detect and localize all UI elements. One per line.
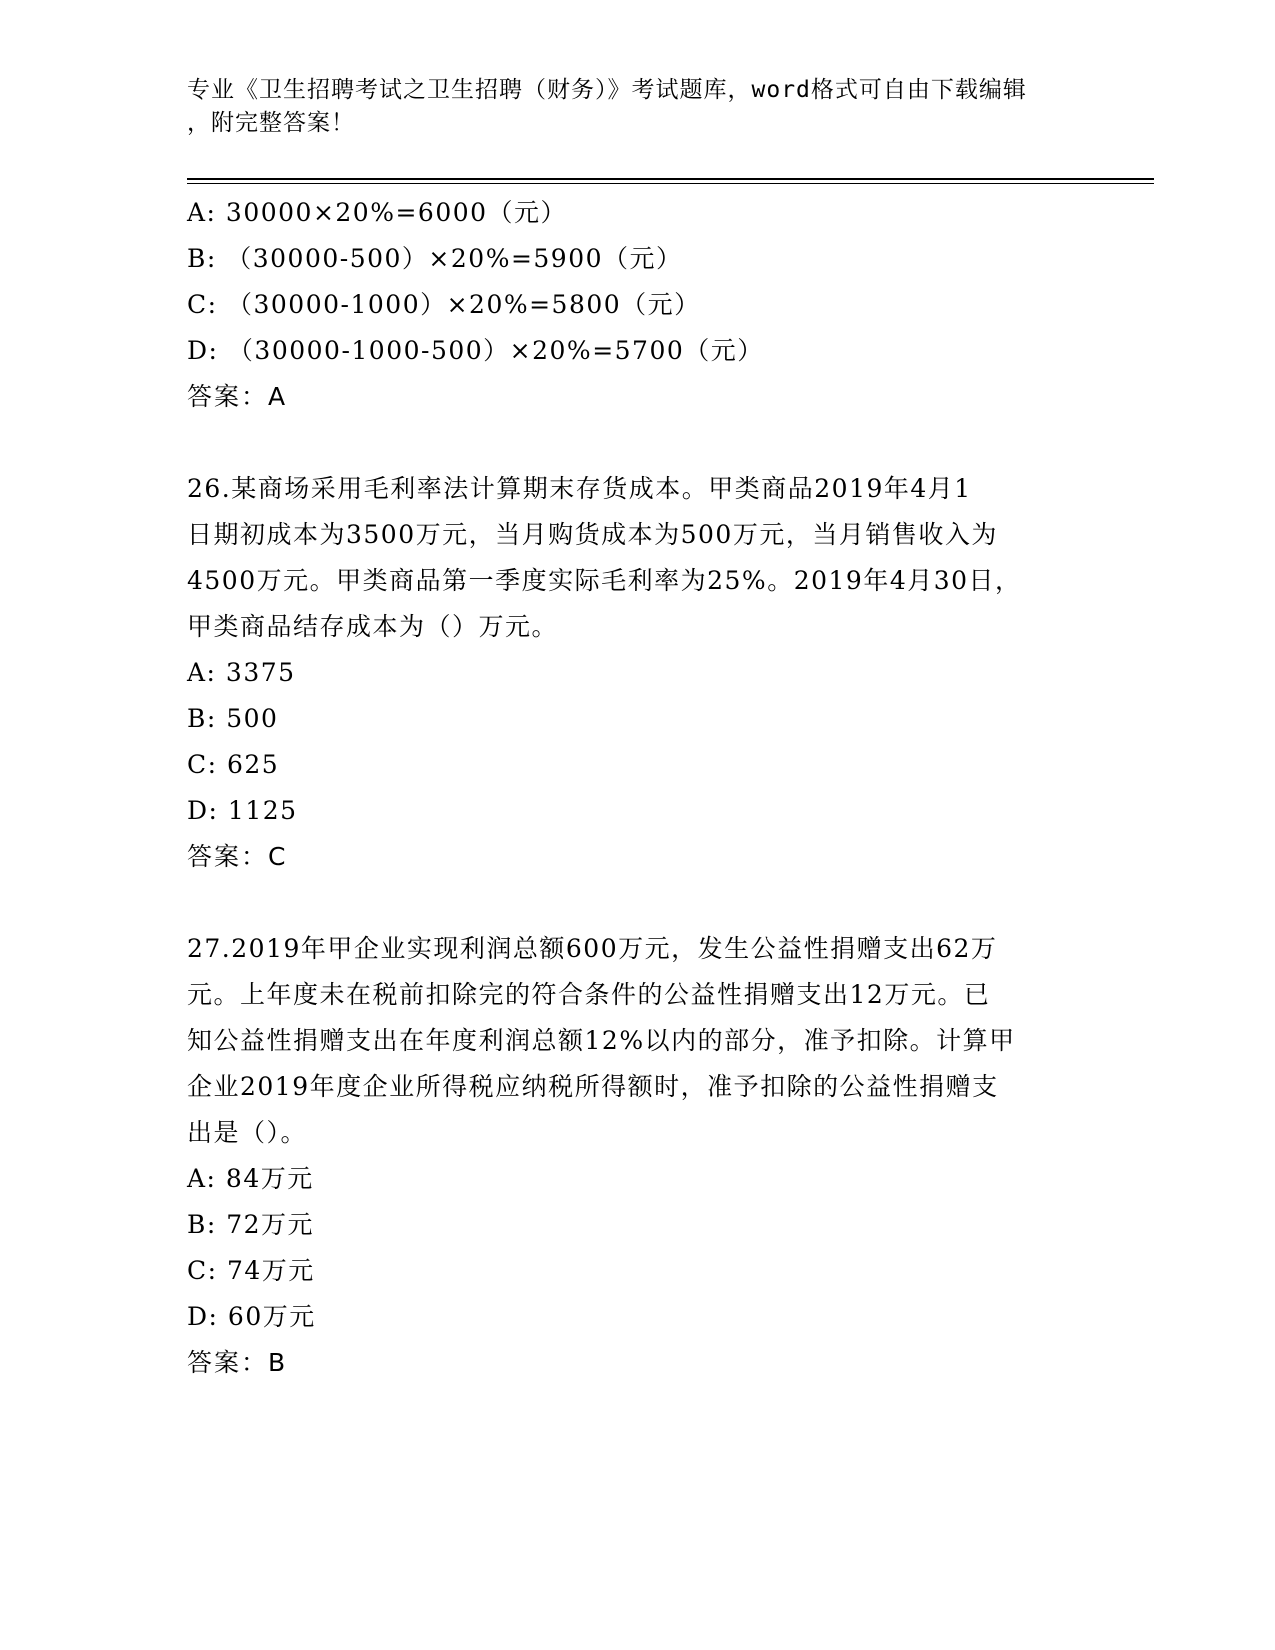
- q27-text: [187, 926, 1087, 1156]
- q25-option-d: D: （30000-1000-500）×20%=5700（元）: [187, 336, 764, 365]
- q26-text-line: 甲类商品结存成本为（）万元。: [187, 612, 559, 641]
- document-header: [187, 74, 1067, 140]
- q27-option-b: B: 72万元: [187, 1210, 315, 1239]
- q26-option-c: C: 625: [187, 750, 280, 779]
- q26-text-line: 26.某商场采用毛利率法计算期末存货成本。甲类商品2019年4月1: [187, 474, 972, 503]
- q25-option-c: C: （30000-1000）×20%=5800（元）: [187, 290, 701, 319]
- q27-option-d: D: 60万元: [187, 1302, 316, 1331]
- q27-text-line: 出是（）。: [187, 1118, 308, 1147]
- q26-text: [187, 466, 1087, 650]
- q26-option-a: A: 3375: [187, 658, 296, 687]
- q27-option-a: A: 84万元: [187, 1164, 314, 1193]
- q26-answer: 答案：C: [187, 842, 288, 871]
- spacer: [187, 880, 1087, 926]
- q27-text-line: 知公益性捐赠支出在年度利润总额12%以内的部分，准予扣除。计算甲: [187, 1026, 1016, 1055]
- question-25: [187, 190, 1087, 420]
- q25-option-a: A: 30000×20%=6000（元）: [187, 198, 568, 227]
- question-27: [187, 926, 1087, 1386]
- q26-option-d: D: 1125: [187, 796, 298, 825]
- q25-answer: 答案：A: [187, 382, 288, 411]
- q25-option-b: B: （30000-500）×20%=5900（元）: [187, 244, 683, 273]
- q27-text-line: 企业2019年度企业所得税应纳税所得额时，准予扣除的公益性捐赠支: [187, 1072, 999, 1101]
- q27-answer: 答案：B: [187, 1348, 288, 1377]
- q27-text-line: 元。上年度未在税前扣除完的符合条件的公益性捐赠支出12万元。已: [187, 980, 991, 1009]
- header-divider-thin: [187, 183, 1154, 184]
- document-body: [187, 190, 1087, 1386]
- spacer: [187, 420, 1087, 466]
- q27-option-c: C: 74万元: [187, 1256, 315, 1285]
- header-divider-thick: [187, 178, 1154, 180]
- question-26: [187, 466, 1087, 880]
- q26-text-line: 日期初成本为3500万元，当月购货成本为500万元，当月销售收入为: [187, 520, 998, 549]
- q26-option-b: B: 500: [187, 704, 279, 733]
- header-line-1: 专业《卫生招聘考试之卫生招聘（财务）》考试题库，word格式可自由下载编辑: [187, 77, 1027, 103]
- q26-text-line: 4500万元。甲类商品第一季度实际毛利率为25%。2019年4月30日，: [187, 566, 1022, 595]
- header-line-2: ，附完整答案！: [187, 110, 355, 136]
- q27-text-line: 27.2019年甲企业实现利润总额600万元，发生公益性捐赠支出62万: [187, 934, 998, 963]
